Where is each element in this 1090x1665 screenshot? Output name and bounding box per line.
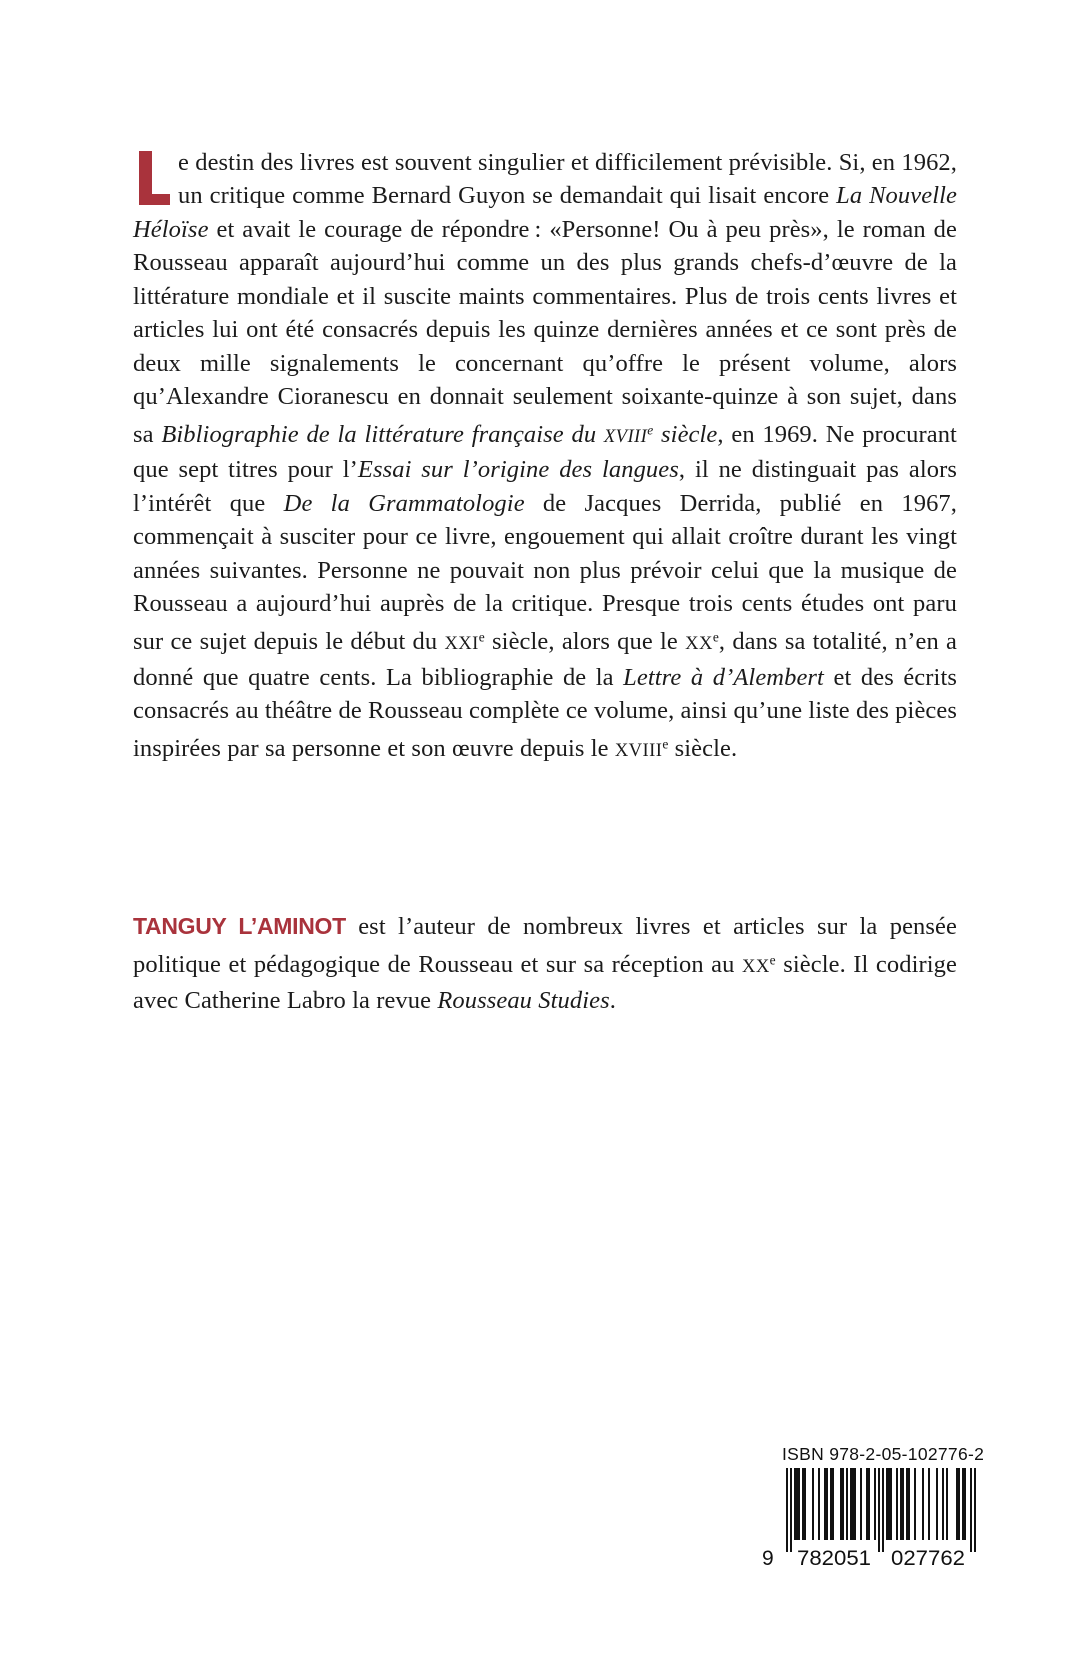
barcode-bar: [964, 1468, 966, 1540]
barcode-bar: [900, 1468, 902, 1540]
barcode-bar: [798, 1468, 800, 1540]
barcode-digit-lead: 9: [762, 1547, 774, 1568]
barcode-bar: [946, 1468, 948, 1540]
barcode-bar: [868, 1468, 870, 1540]
barcode-bar: [874, 1468, 876, 1540]
barcode-bar: [790, 1468, 792, 1552]
barcode-digits-right: 027762: [891, 1547, 965, 1568]
barcode-bar: [812, 1468, 814, 1540]
barcode-bar: [958, 1468, 960, 1540]
barcode-bar: [860, 1468, 862, 1540]
barcode-bar: [908, 1468, 910, 1540]
text-segment: De la Grammatologie: [283, 489, 525, 517]
barcode-bar: [842, 1468, 844, 1540]
text-segment: siècle: [653, 420, 718, 448]
dropcap-letter-L: [139, 151, 170, 205]
author-name: TANGUY L’AMINOT: [133, 912, 346, 939]
synopsis-text: [133, 149, 957, 763]
text-segment: e: [478, 629, 485, 645]
synopsis-paragraph: [133, 146, 957, 768]
text-segment: La Nouvelle Héloïse: [133, 182, 957, 243]
barcode-bar: [824, 1468, 826, 1540]
text-segment: Essai sur l’origine des langues: [357, 456, 679, 484]
barcode-bar: [866, 1468, 868, 1540]
ean13-barcode: [760, 1468, 986, 1568]
barcode-bar: [846, 1468, 848, 1540]
author-bio: [133, 909, 957, 1018]
text-segment: , il ne distinguait pas alors l’intérêt que: [133, 456, 957, 517]
text-segment: .: [609, 986, 616, 1014]
barcode-bar: [786, 1468, 788, 1552]
barcode-bar: [794, 1468, 796, 1540]
text-segment: XX: [741, 955, 770, 977]
text-segment: Bibliographie de la littérature française du: [161, 420, 604, 448]
dropcap-text: [152, 151, 153, 152]
text-segment: et des écrits consacrés au théâtre de Rousseau complète ce volume, ainsi qu’une liste des pièces inspirées par sa personne et son œuvre depuis le: [133, 663, 957, 763]
text-segment: e: [662, 736, 669, 752]
text-segment: e destin des livres est souvent singulier et difficilement prévisible. Si, en 1962, un critique comme Bernard Guyon se demandait qui lisait encore: [178, 148, 957, 209]
text-segment: de Jacques Derrida, publié en 1967, commençait à susciter pour ce livre, engouement qui allait croître durant les vingt années suivantes. Personne ne pouvait non plus prévoir celui que la musique de Rousseau a aujourd’hui auprès de la critique. Presque trois cents études ont paru sur ce sujet depuis le début du: [133, 489, 957, 656]
barcode-bar: [936, 1468, 938, 1540]
barcode-bar: [888, 1468, 890, 1540]
text-segment: XVIII: [603, 425, 648, 447]
barcode-bar: [962, 1468, 964, 1540]
barcode-bar: [974, 1468, 976, 1552]
text-segment: est l’auteur de nombreux livres et articles sur la pensée politique et pédagogique de Rousseau et sur sa réception au: [133, 912, 957, 978]
text-segment: Lettre à d’Alembert: [623, 663, 824, 691]
barcode-bar: [804, 1468, 806, 1540]
text-segment: et avait le courage de répondre : «Personne! Ou à peu près», le roman de Rousseau apparaît aujourd’hui comme un des plus grands chefs-d’œuvre de la littérature mondiale et il suscite maints commentaires. Plus de trois cents livres et articles lui ont été consacrés depuis les quinze dernières années et ce sont près de deux mille signalements le concernant qu’offre le présent volume, alors qu’Alexandre Cioranescu en donnait seulement soixante-quinze à son sujet, dans sa: [133, 215, 957, 448]
barcode-bar: [882, 1468, 884, 1552]
text-segment: e: [769, 952, 776, 968]
text-segment: XXI: [444, 633, 479, 655]
text-segment: XVIII: [614, 740, 663, 762]
barcode-bar: [906, 1468, 908, 1540]
barcode-bar: [942, 1468, 944, 1540]
barcode-bar: [890, 1468, 892, 1540]
barcode-bar: [830, 1468, 832, 1540]
text-segment: XX: [685, 633, 713, 655]
barcode-bar: [826, 1468, 828, 1540]
text-segment: , en 1969. Ne procurant que sept titres pour l’: [133, 420, 957, 484]
barcode-bar: [852, 1468, 854, 1540]
barcode-bar: [818, 1468, 820, 1540]
barcode-bar: [922, 1468, 924, 1540]
text-segment: Rousseau Studies: [437, 986, 610, 1014]
barcode-bar: [796, 1468, 798, 1540]
barcode-bar: [896, 1468, 898, 1540]
text-segment: e: [712, 629, 719, 645]
text-segment: e: [647, 422, 654, 438]
text-segment: siècle. Il codirige avec Catherine Labro la revue: [133, 950, 957, 1014]
barcode-bar: [802, 1468, 804, 1540]
barcode-bar: [928, 1468, 930, 1540]
barcode-bar: [914, 1468, 916, 1540]
barcode-bar: [886, 1468, 888, 1540]
barcode-bar: [902, 1468, 904, 1540]
barcode-bar: [832, 1468, 834, 1540]
isbn-block: [760, 1444, 986, 1568]
barcode-bar: [970, 1468, 972, 1552]
barcode-bar: [840, 1468, 842, 1540]
text-segment: siècle.: [668, 735, 738, 763]
isbn-label: ISBN 978-2-05-102776-2: [782, 1444, 985, 1464]
barcode-bar: [854, 1468, 856, 1540]
barcode-bar: [850, 1468, 852, 1540]
text-segment: siècle, alors que le: [484, 628, 686, 656]
barcode-bar: [956, 1468, 958, 1540]
barcode-bar: [878, 1468, 880, 1552]
barcode-digits-left: 782051: [797, 1547, 871, 1568]
text-segment: , dans sa totalité, n’en a donné que quatre cents. La bibliographie de la: [133, 628, 958, 691]
